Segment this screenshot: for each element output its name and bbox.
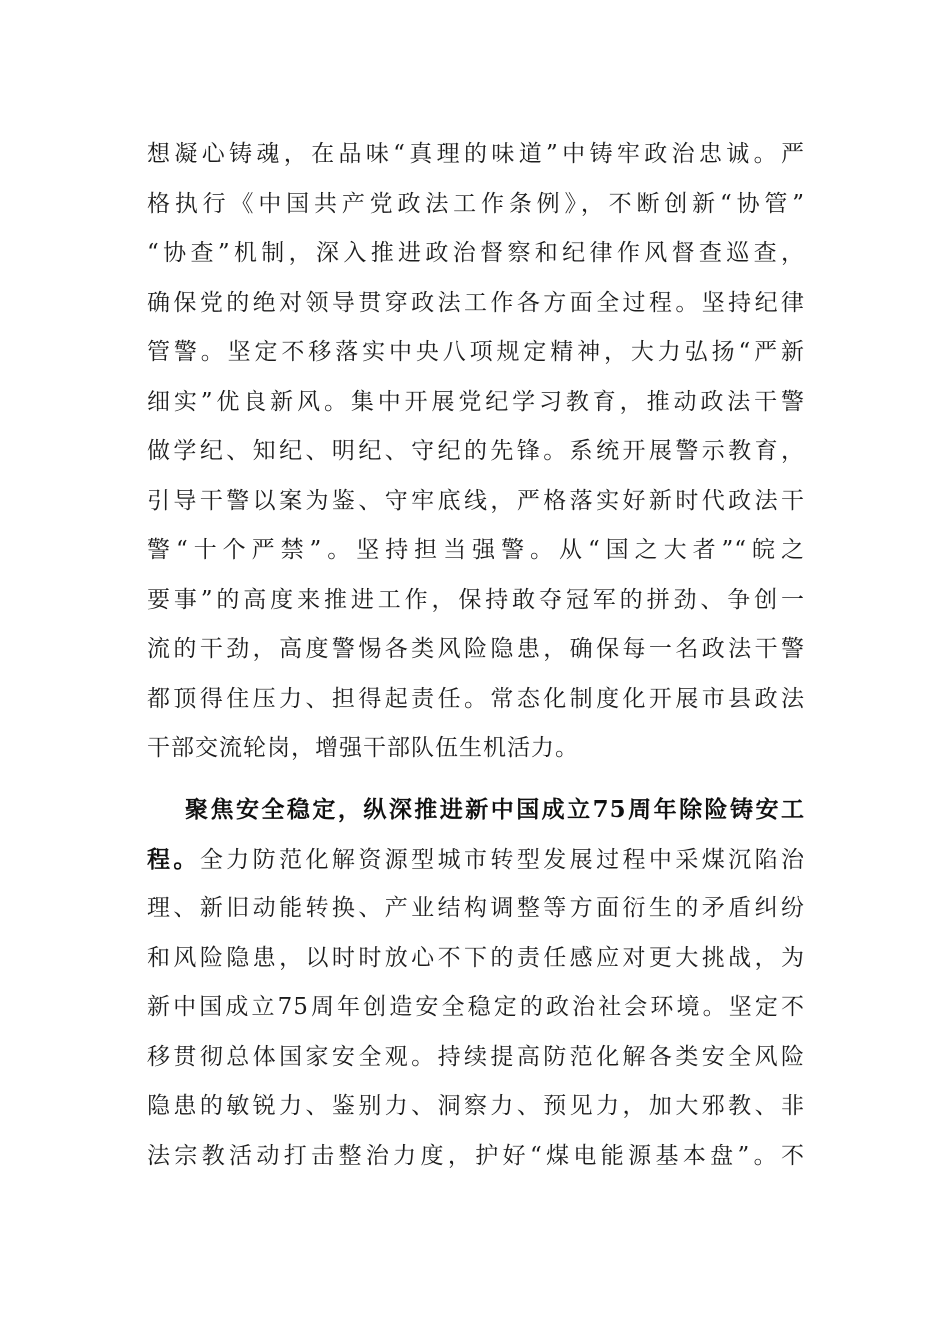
text-line: 都顶得住压力、担得起责任。常态化制度化开展市县政法 [147,685,805,712]
text-line: 要事”的高度来推进工作，保持敢夺冠军的拼劲、争创一 [147,586,805,613]
text-line: 引导干警以案为鉴、守牢底线，严格落实好新时代政法干 [147,487,805,514]
text-line: 细实”优良新风。集中开展党纪学习教育，推动政法干警 [147,388,805,415]
paragraph-heading: 聚焦安全稳定，纵深推进新中国成立75周年除险铸安工 [185,796,805,823]
text-line: 新中国成立75周年创造安全稳定的政治社会环境。坚定不 [147,994,805,1020]
text-line: 流的干劲，高度警惕各类风险隐患，确保每一名政法干警 [147,636,805,662]
text-line: 管警。坚定不移落实中央八项规定精神，大力弘扬“严新 [147,339,805,365]
text-line: 警“十个严禁”。坚持担当强警。从“国之大者”“皖之 [147,537,805,563]
text-line [147,835,805,885]
text-line: 理、新旧动能转换、产业结构调整等方面衍生的矛盾纠纷 [147,895,805,921]
paragraph-heading-end: 程。 [147,845,200,873]
text-line: 格执行《中国共产党政法工作条例》，不断创新“协管” [147,190,805,217]
text-line-rest: 全力防范化解资源型城市转型发展过程中采煤沉陷治 [199,846,806,873]
paragraph-1 [147,130,805,774]
text-line: 移贯彻总体国家安全观。持续提高防范化解各类安全风险 [147,1043,805,1070]
text-line: 确保党的绝对领导贯穿政法工作各方面全过程。坚持纪律 [147,289,805,316]
text-line: 干部交流轮岗，增强干部队伍生机活力。 [147,735,579,761]
text-line: 和风险隐患，以时时放心不下的责任感应对更大挑战，为 [147,944,805,971]
text-line: 法宗教活动打击整治力度，护好“煤电能源基本盘”。不 [147,1142,805,1169]
text-line: 想凝心铸魂，在品味“真理的味道”中铸牢政治忠诚。严 [147,141,805,167]
text-line: 隐患的敏锐力、鉴别力、洞察力、预见力，加大邪教、非 [147,1093,805,1119]
text-line: “协查”机制，深入推进政治督察和纪律作风督查巡查， [147,240,805,266]
text-line: 做学纪、知纪、明纪、守纪的先锋。系统开展警示教育， [147,438,805,464]
paragraph-2 [147,785,805,1181]
